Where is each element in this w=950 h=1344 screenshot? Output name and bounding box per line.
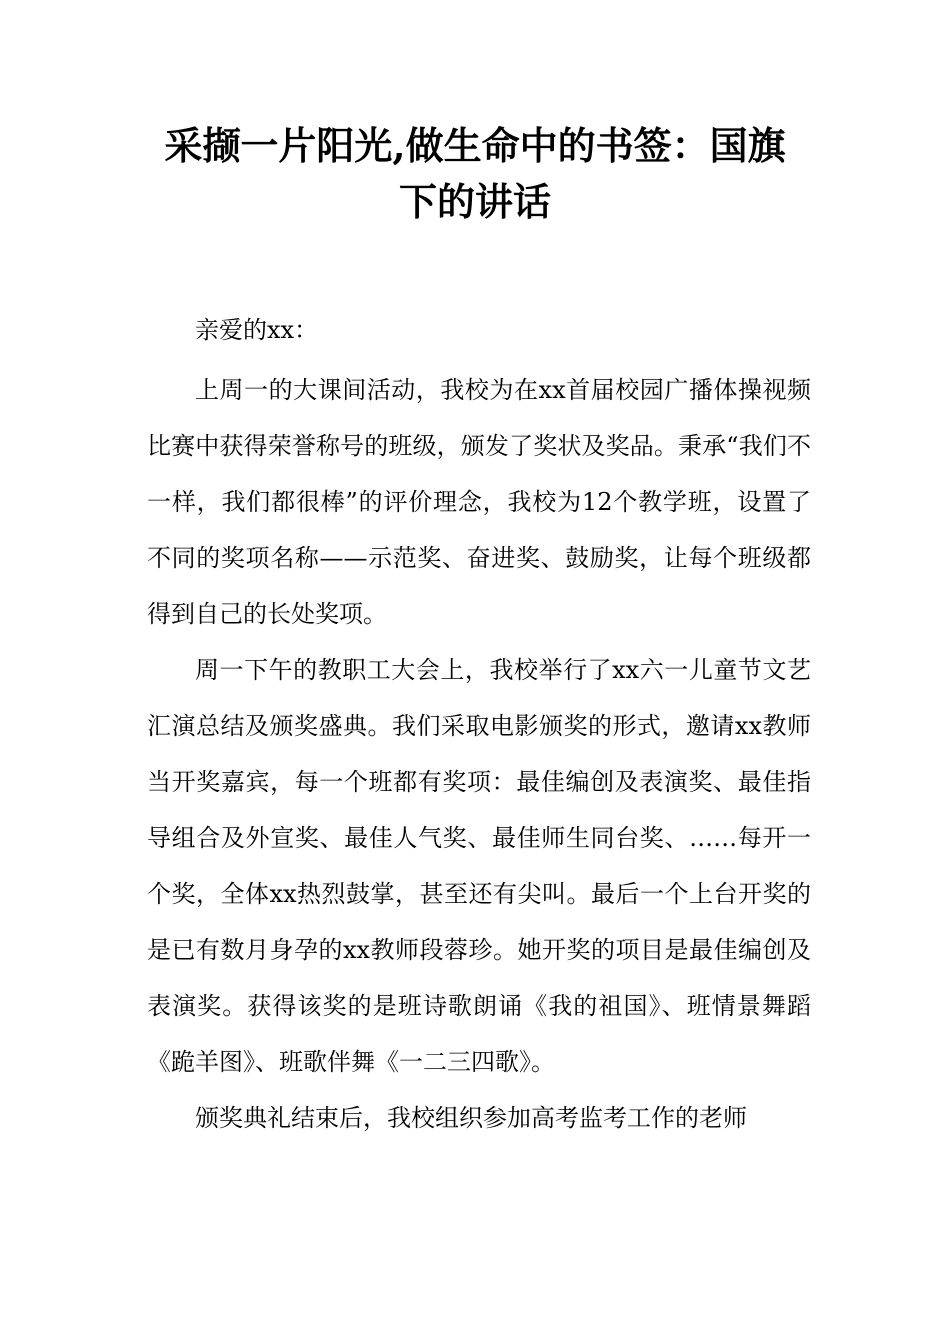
document-body xyxy=(147,306,811,1146)
paragraph-3: 颁奖典礼结束后，我校组织参加高考监考工作的老师 xyxy=(195,1104,747,1132)
paragraph-1: 上周一的大课间活动，我校为在xx首届校园广播体操视频比赛中获得荣誉称号的班级，颁发了奖状及奖品。秉承“我们不一样，我们都很棒”的评价理念，我校为12个教学班，设置了不同的奖项名称——示范奖、奋进奖、鼓励奖，让每个班级都得到自己的长处奖项。 xyxy=(147,376,811,628)
greeting: 亲爱的xx： xyxy=(195,316,319,344)
paragraph-2: 周一下午的教职工大会上，我校举行了xx六一儿童节文艺汇演总结及颁奖盛典。我们采取电影颁奖的形式，邀请xx教师当开奖嘉宾，每一个班都有奖项：最佳编创及表演奖、最佳指导组合及外宣奖、最佳人气奖、最佳师生同台奖、……每开一个奖，全体xx热烈鼓掌，甚至还有尖叫。最后一个上台开奖的是已有数月身孕的xx教师段蓉珍。她开奖的项目是最佳编创及表演奖。获得该奖的是班诗歌朗诵《我的祖国》、班情景舞蹈《跪羊图》、班歌伴舞《一二三四歌》。 xyxy=(147,656,811,1076)
title-line-1: 采撷一片阳光,做生命中的书签：国旗 xyxy=(164,123,786,168)
document-title xyxy=(100,118,850,230)
title-line-2: 下的讲话 xyxy=(398,179,551,224)
